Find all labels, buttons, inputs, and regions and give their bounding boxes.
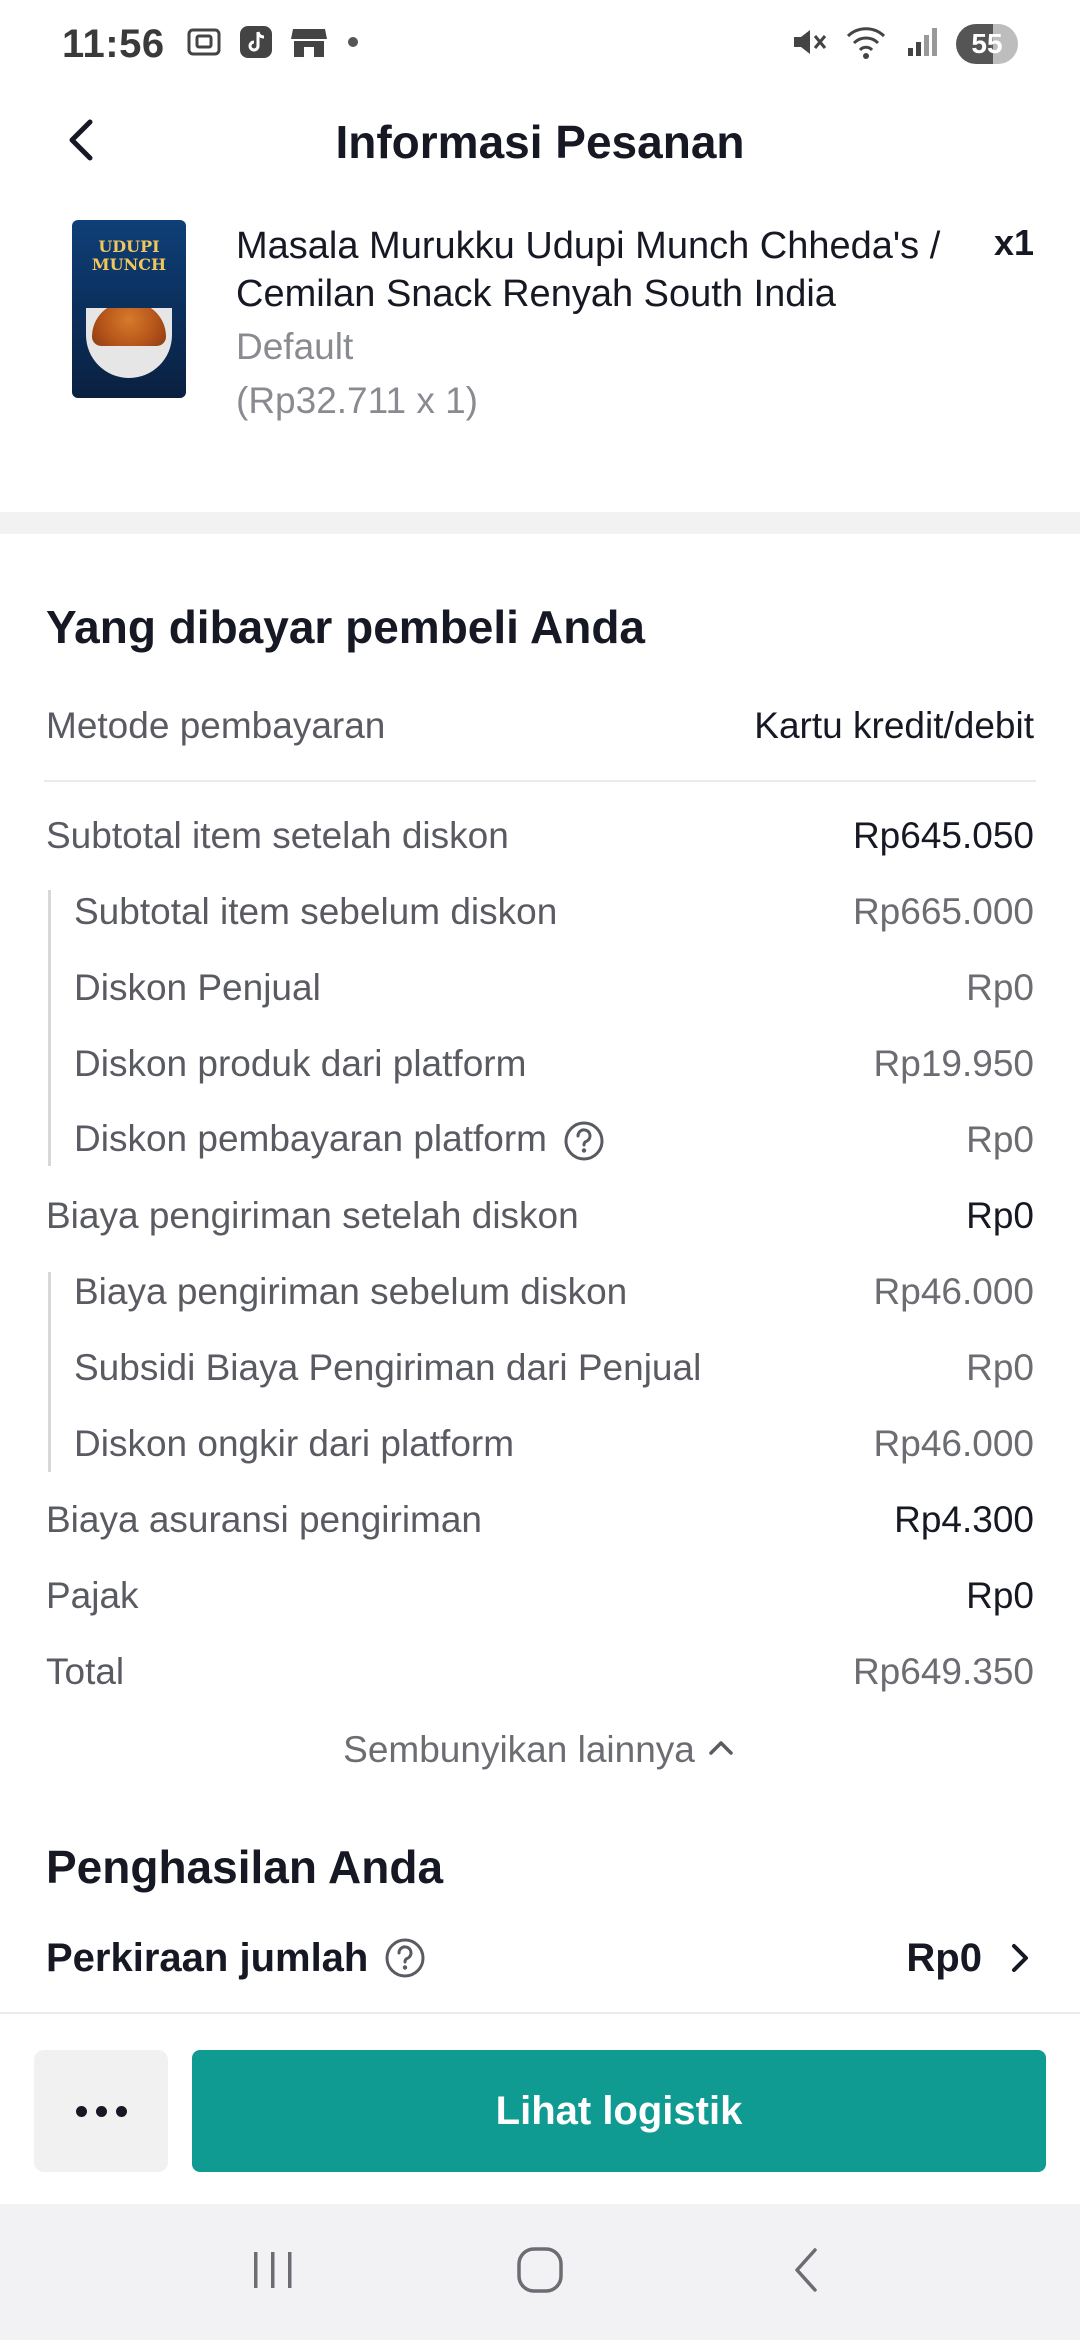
seller-discount-value: Rp0	[966, 967, 1034, 1008]
payment-method-label: Metode pembayaran	[46, 705, 386, 746]
page-title: Informasi Pesanan	[335, 116, 745, 168]
estimated-earnings-label	[46, 1936, 426, 1981]
chevron-up-icon	[705, 1732, 737, 1769]
tiktok-icon	[237, 23, 275, 66]
back-icon	[785, 2244, 829, 2301]
estimated-earnings-value: Rp0	[906, 1935, 982, 1980]
platform-payment-discount-row	[0, 1110, 1080, 1170]
platform-shipping-discount-value: Rp46.000	[873, 1423, 1034, 1464]
payment-section-title: Yang dibayar pembeli Anda	[46, 601, 646, 653]
platform-payment-discount-value: Rp0	[966, 1119, 1034, 1160]
platform-product-discount-row	[0, 1034, 1080, 1094]
tax-value: Rp0	[966, 1575, 1034, 1616]
shipping-before-discount-value: Rp46.000	[873, 1271, 1034, 1312]
shipping-before-discount-label: Biaya pengiriman sebelum diskon	[74, 1271, 628, 1312]
chevron-left-icon	[62, 116, 102, 169]
subtotal-after-discount-label: Subtotal item setelah diskon	[46, 815, 509, 856]
shipping-after-discount-row	[0, 1186, 1080, 1246]
platform-product-discount-value: Rp19.950	[873, 1043, 1034, 1084]
payment-method-value: Kartu kredit/debit	[754, 705, 1034, 746]
subtotal-before-discount-value: Rp665.000	[852, 891, 1034, 932]
screenshot-icon	[185, 23, 223, 66]
seller-discount-row	[0, 958, 1080, 1018]
earnings-section-title: Penghasilan Anda	[46, 1841, 444, 1893]
product-quantity: x1	[993, 222, 1034, 263]
more-dot-icon	[96, 2106, 107, 2117]
more-options-button[interactable]	[34, 2050, 168, 2172]
hide-more-label: Sembunyikan lainnya	[343, 1729, 695, 1770]
product-price-detail: (Rp32.711 x 1)	[236, 380, 478, 421]
help-circle-icon[interactable]	[563, 1120, 605, 1162]
section-divider	[0, 512, 1080, 534]
seller-shipping-subsidy-label: Subsidi Biaya Pengiriman dari Penjual	[74, 1347, 702, 1388]
platform-shipping-discount-row	[0, 1414, 1080, 1474]
status-system-icons	[788, 22, 1018, 67]
subtotal-before-discount-label: Subtotal item sebelum diskon	[74, 891, 558, 932]
platform-payment-discount-text: Diskon pembayaran platform	[74, 1117, 547, 1159]
payment-divider	[44, 780, 1036, 782]
seller-shipping-subsidy-value: Rp0	[966, 1347, 1034, 1388]
platform-payment-discount-label	[74, 1118, 605, 1162]
tax-row	[0, 1566, 1080, 1626]
wifi-icon	[844, 22, 888, 67]
subtotal-before-discount-row	[0, 882, 1080, 942]
status-notification-icons	[185, 23, 363, 66]
shipping-after-discount-label: Biaya pengiriman setelah diskon	[46, 1195, 579, 1236]
battery-indicator: 55	[956, 24, 1018, 64]
home-icon	[514, 2244, 566, 2301]
seller-shipping-subsidy-row	[0, 1338, 1080, 1398]
subtotal-after-discount-row	[0, 806, 1080, 866]
shipping-insurance-label: Biaya asuransi pengiriman	[46, 1499, 483, 1540]
platform-product-discount-label: Diskon produk dari platform	[74, 1043, 527, 1084]
mute-icon	[788, 22, 828, 67]
estimated-earnings-row[interactable]	[0, 1926, 1080, 1990]
shipping-after-discount-value: Rp0	[966, 1195, 1034, 1236]
signal-icon	[904, 22, 940, 67]
chevron-right-icon	[1004, 1940, 1034, 1981]
estimated-earnings-text: Perkiraan jumlah	[46, 1935, 369, 1980]
shipping-insurance-row	[0, 1490, 1080, 1550]
help-circle-icon[interactable]	[384, 1937, 426, 1979]
status-time: 11:56	[62, 21, 165, 66]
more-dot-icon	[76, 2106, 87, 2117]
product-name: Masala Murukku Udupi Munch Chheda's / Cemilan Snack Renyah South India	[236, 225, 941, 315]
more-dot-icon	[116, 2106, 127, 2117]
recent-apps-button[interactable]	[218, 2232, 328, 2312]
bottom-action-bar	[0, 2012, 1080, 2204]
payment-method-row	[0, 696, 1080, 756]
hide-more-toggle[interactable]	[0, 1720, 1080, 1780]
store-icon	[289, 23, 329, 66]
subtotal-after-discount-value: Rp645.050	[852, 815, 1034, 856]
shipping-before-discount-row	[0, 1262, 1080, 1322]
view-logistics-button[interactable]: Lihat logistik	[192, 2050, 1046, 2172]
platform-shipping-discount-label: Diskon ongkir dari platform	[74, 1423, 515, 1464]
product-thumbnail-brand: UDUPI MUNCH	[91, 237, 167, 274]
product-thumbnail-bowl	[86, 308, 172, 378]
system-back-button[interactable]	[752, 2232, 862, 2312]
status-bar	[0, 0, 1080, 88]
product-item[interactable]	[0, 210, 1080, 510]
product-variant: Default	[236, 326, 354, 367]
total-label: Total	[46, 1651, 125, 1692]
recent-apps-icon	[248, 2248, 298, 2297]
product-thumbnail	[72, 220, 186, 398]
system-nav-bar	[0, 2204, 1080, 2340]
page-header	[0, 88, 1080, 196]
product-thumbnail-snack	[92, 308, 166, 346]
shipping-insurance-value: Rp4.300	[894, 1499, 1034, 1540]
home-button[interactable]	[485, 2232, 595, 2312]
back-button[interactable]	[52, 112, 112, 172]
total-value: Rp649.350	[852, 1651, 1034, 1692]
seller-discount-label: Diskon Penjual	[74, 967, 321, 1008]
dot-icon	[343, 23, 363, 66]
total-row	[0, 1642, 1080, 1702]
tax-label: Pajak	[46, 1575, 139, 1616]
